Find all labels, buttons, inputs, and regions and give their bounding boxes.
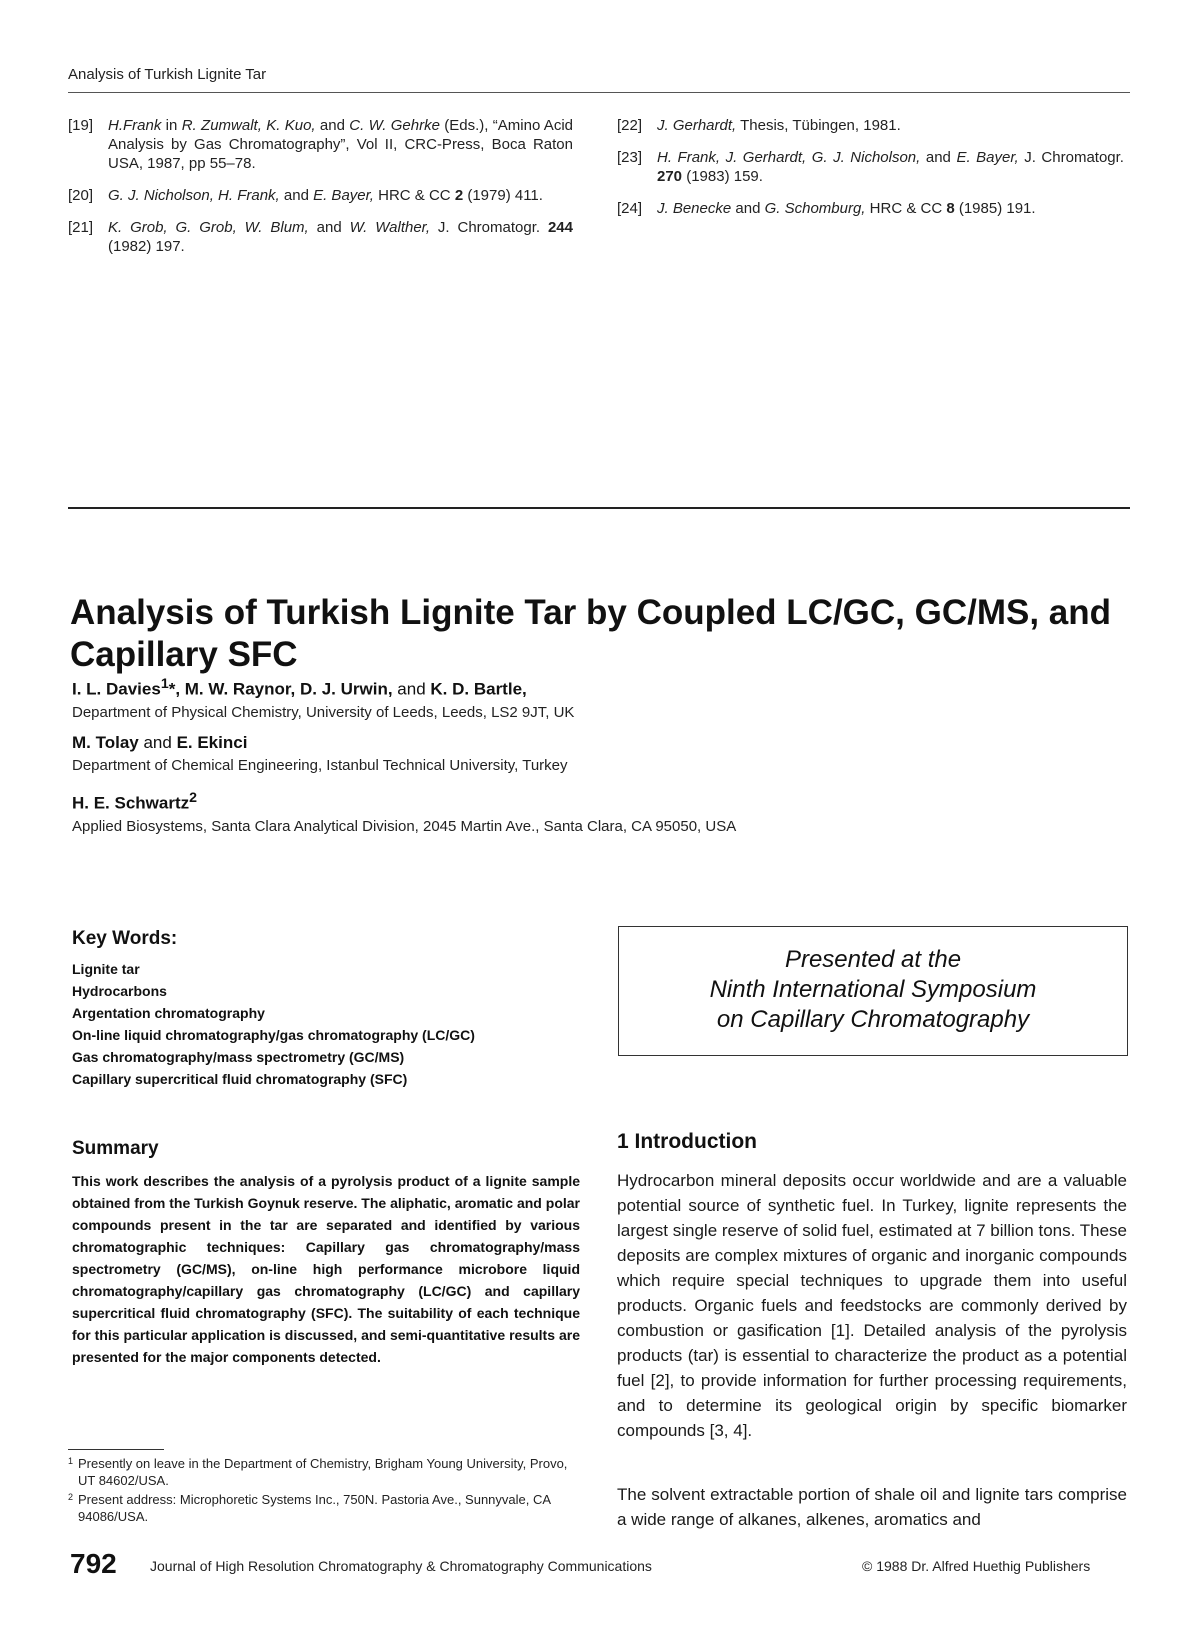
reference-item: [21] K. Grob, G. Grob, W. Blum, and W. Walther, J. Chromatogr. 244 (1982) 197. [68,219,573,255]
keywords-heading: Key Words: [72,928,178,949]
author-names: I. L. Davies$^1$*, M. W. Raynor, D. J. Urwin, and K. D. Bartle, [72,676,527,699]
footnote [68,1455,580,1489]
page-number: 792 [70,1548,117,1579]
reference-item: [23] H. Frank, J. Gerhardt, G. J. Nicholson, and E. Bayer, J. Chromatogr. 270 (1983) 159. [617,149,1124,185]
author-group-leeds [72,676,1132,721]
footnote-text: Present address: Microphoretic Systems Inc., 750N. Pastoria Ave., Sunnyvale, CA 94086/USA. [78,1492,551,1524]
reference-number: [24] [617,200,643,217]
keyword-item: On-line liquid chromatography/gas chromatography (LC/GC) [72,1027,475,1043]
keyword-item: Argentation chromatography [72,1005,265,1021]
footnote-divider [68,1449,164,1450]
article-title: Analysis of Turkish Lignite Tar by Coupled LC/GC, GC/MS, and Capillary SFC [70,593,1112,674]
reference-item: [24] J. Benecke and G. Schomburg, HRC & CC 8 (1985) 191. [617,200,1036,217]
reference-item: [20] G. J. Nicholson, H. Frank, and E. Bayer, HRC & CC 2 (1979) 411. [68,187,543,204]
reference-number: [21] [68,219,94,236]
reference-list-right [617,116,1124,231]
reference-list-left [68,116,573,269]
reference-number: [20] [68,187,94,204]
footnote-mark: 1 [68,1456,74,1466]
affiliation: Applied Biosystems, Santa Clara Analytical Division, 2045 Martin Ave., Santa Clara, CA 95050, USA [72,817,737,835]
introduction-paragraph: Hydrocarbon mineral deposits occur worldwide and are a valuable potential source of synthetic fuel. In Turkey, lignite represents the largest single reserve of solid fuel, estimated at 7 billion tons. These deposits are complex mixtures of organic and inorganic compounds which require special techniques to upgrade them into useful products. Organic fuels and feedstocks are commonly derived by combustion or gasification [1]. Detailed analysis of the pyrolysis products (tar) is essential to characterize the product as a potential fuel [2], to provide information for further processing requirements, and to determine its geological origin by specific biomarker compounds [3, 4]. [617,1171,1127,1440]
symposium-notice-box [618,926,1128,1056]
footnote [68,1491,580,1525]
affiliation: Department of Chemical Engineering, Istanbul Technical University, Turkey [72,757,568,774]
reference-number: [19] [68,117,94,134]
introduction-paragraph: The solvent extractable portion of shale oil and lignite tars comprise a wide range of alkanes, alkenes, aromatics and [617,1485,1127,1529]
footnotes [68,1455,580,1527]
header-divider [68,92,1130,93]
keywords-list [72,958,475,1090]
footnote-mark: 2 [68,1492,74,1502]
summary-heading: Summary [72,1138,159,1159]
introduction-heading: 1 Introduction [617,1130,757,1153]
symposium-line: Presented at the [784,946,962,973]
copyright-notice: © 1988 Dr. Alfred Huethig Publishers [862,1558,1091,1574]
author-names: H. E. Schwartz$^2$ [72,790,198,813]
author-group-istanbul [72,733,1132,774]
summary-text: This work describes the analysis of a pyrolysis product of a lignite sample obtained from the Turkish Goynuk reserve. The aliphatic, aromatic and polar compounds present in the tar are separated and identified by various chromatographic techniques: Capillary gas chromatography/mass spectrometry (GC/MS), on-line high performance microbore liquid chromatography/capillary gas chromatography (LC/GC) and capillary supercritical fluid chromatography (SFC). The suitability of each technique for this particular application is discussed, and semi-quantitative results are presented for the major components detected. [72,1173,580,1365]
journal-name: Journal of High Resolution Chromatography & Chromatography Communications [150,1558,652,1574]
keyword-item: Lignite tar [72,961,140,977]
keyword-item: Capillary supercritical fluid chromatography (SFC) [72,1071,408,1087]
reference-item: [22] J. Gerhardt, Thesis, Tübingen, 1981. [617,117,901,134]
affiliation: Department of Physical Chemistry, University of Leeds, Leeds, LS2 9JT, UK [72,703,575,721]
title-divider [68,507,1130,509]
author-group-applied-biosystems [72,790,1132,835]
footnote-text: Presently on leave in the Department of Chemistry, Brigham Young University, Provo, UT 84602/USA. [78,1456,568,1488]
reference-item: [19] H.Frank in R. Zumwalt, K. Kuo, and C. W. Gehrke (Eds.), “Amino Acid Analysis by Gas Chromatography”, Vol II, CRC-Press, Boca Raton USA, 1987, pp 55–78. [68,117,573,172]
running-head: Analysis of Turkish Lignite Tar [68,66,267,83]
author-names: M. Tolay and E. Ekinci [72,733,248,752]
reference-number: [23] [617,149,643,166]
keyword-item: Gas chromatography/mass spectrometry (GC/MS) [72,1049,405,1065]
reference-number: [22] [617,117,643,134]
symposium-line: Ninth International Symposium [709,976,1037,1003]
symposium-line: on Capillary Chromatography [716,1006,1030,1033]
keyword-item: Hydrocarbons [72,983,167,999]
